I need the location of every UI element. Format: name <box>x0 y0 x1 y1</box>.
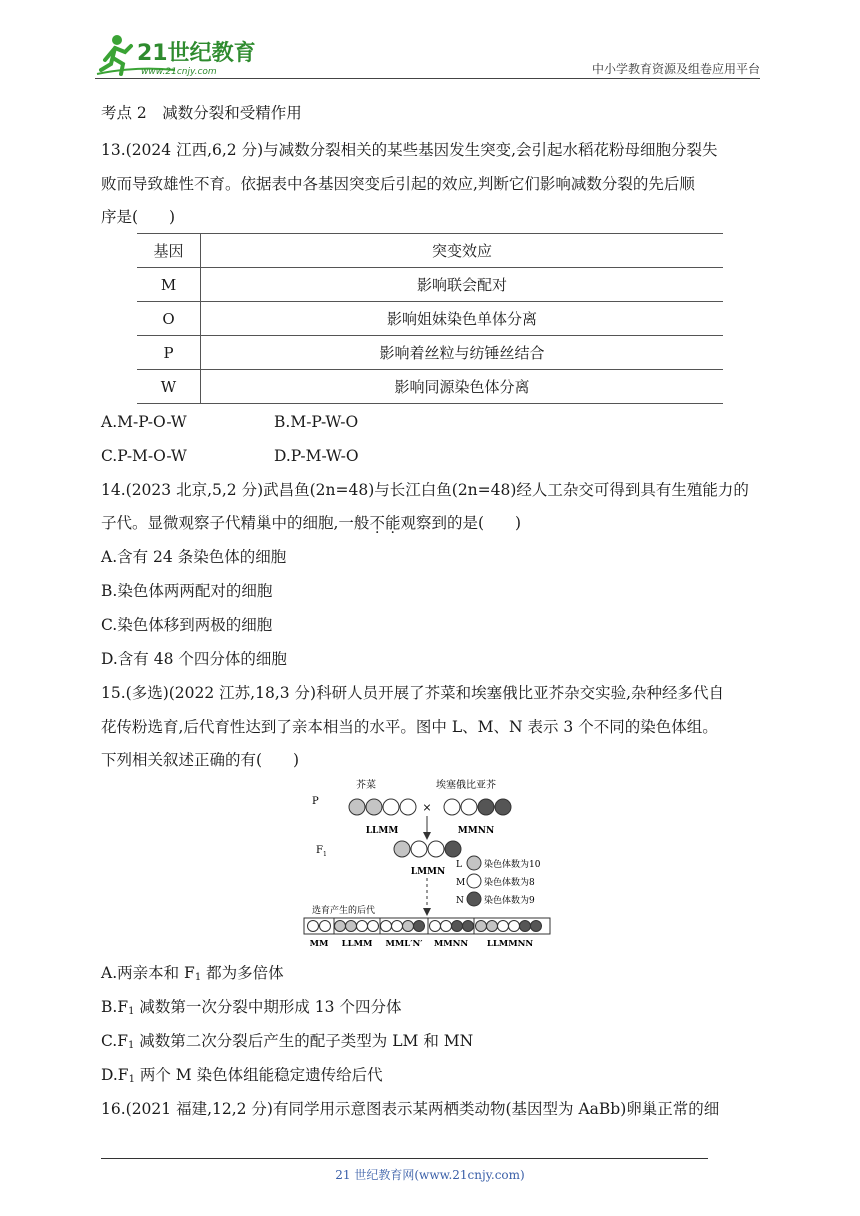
table-cell-gene: M <box>137 268 201 302</box>
q15-option-a: A.两亲本和 $F_1$ 都为多倍体 <box>101 964 284 983</box>
q15-line2: 花传粉选育,后代育性达到了亲本相当的水平。图中 L、M、N 表示 3 个不同的染色体组。 <box>101 718 718 736</box>
q14-line1: 14.(2023 北京,5,2 分)武昌鱼(2n=48)与长江白鱼(2n=48)经人工杂交可得到具有生殖能力的 <box>101 481 749 499</box>
table-cell-gene: O <box>137 302 201 336</box>
q14-option-a: A.含有 24 条染色体的细胞 <box>101 548 287 566</box>
q13-line1: 13.(2024 江西,6,2 分)与减数分裂相关的某些基因发生突变,会引起水稻花粉母细胞分裂失 <box>101 141 718 159</box>
parent1-circles <box>349 799 416 815</box>
table-cell-gene: W <box>137 370 201 404</box>
legend-text-m: 染色体数为8 <box>484 878 535 888</box>
q13-option-a: A.M-P-O-W <box>101 413 187 431</box>
table-header-gene: 基因 <box>137 234 201 268</box>
table-cell-effect: 影响同源染色体分离 <box>201 370 724 404</box>
table-row <box>137 302 723 336</box>
q14-option-d: D.含有 48 个四分体的细胞 <box>101 650 287 668</box>
offspring-genome-1: MM <box>309 939 329 949</box>
q13-line3: 序是( ) <box>101 208 176 226</box>
site-name: 中小学教育资源及组卷应用平台 <box>591 62 760 76</box>
offspring-boxes <box>304 918 550 934</box>
q14-emphasis-bu: 不 <box>369 514 385 532</box>
page-footer: 21 世纪教育网(www.21cnjy.com) <box>335 1168 525 1182</box>
parent2-genome: MMNN <box>457 826 495 836</box>
legend <box>456 856 541 906</box>
q15-option-b: $B.F_1$ 减数第一次分裂中期形成 13 个四分体 <box>101 998 402 1017</box>
offspring-label: 选育产生的后代 <box>312 906 376 916</box>
q14-emphasis-neng: 能 <box>384 514 401 532</box>
q14-line2 <box>101 512 521 534</box>
svg-text:21世纪教育: 21世纪教育 <box>137 41 256 66</box>
parent2-name: 埃塞俄比亚芥 <box>436 780 496 791</box>
q13-line2: 败而导致雄性不育。依据表中各基因突变后引起的效应,判断它们影响减数分裂的先后顺 <box>101 175 695 193</box>
parent1-genome: LLMM <box>365 826 399 836</box>
table-cell-effect: 影响姐妹染色单体分离 <box>201 302 724 336</box>
legend-key-l: L <box>456 860 462 870</box>
offspring-genome-2: LLMM <box>341 939 373 949</box>
chromosome-cross-diagram <box>300 770 560 954</box>
parent1-name: 芥菜 <box>356 780 376 791</box>
offspring-genome-4: MMNN <box>433 939 469 949</box>
page-header <box>95 30 760 80</box>
footer-divider <box>101 1158 708 1159</box>
f1-label: $F_1$ <box>316 845 327 858</box>
table-row <box>137 336 723 370</box>
gene-table <box>137 233 723 404</box>
q14-line2-b: 观察到的是( ) <box>400 514 522 532</box>
legend-key-m: M <box>456 878 466 888</box>
q14-option-c: C.染色体移到两极的细胞 <box>101 616 273 634</box>
q14-line2-a: 子代。显微观察子代精巢中的细胞,一般 <box>101 514 370 532</box>
q15-option-d: $D.F_1$ 两个 M 染色体组能稳定遗传给后代 <box>101 1066 383 1085</box>
table-header-effect: 突变效应 <box>201 234 724 268</box>
svg-text:www.21cnjy.com: www.21cnjy.com <box>141 67 217 77</box>
q15-option-c: $C.F_1$ 减数第二次分裂后产生的配子类型为 LM 和 MN <box>101 1032 474 1051</box>
table-cell-effect: 影响着丝粒与纺锤丝结合 <box>201 336 724 370</box>
table-row <box>137 268 723 302</box>
selection-arrowhead <box>423 908 431 916</box>
cross-arrow <box>423 816 431 840</box>
q16-line1: 16.(2021 福建,12,2 分)有同学用示意图表示某两栖类动物(基因型为 AaBb)卵巢正常的细 <box>101 1100 720 1118</box>
table-cell-gene: P <box>137 336 201 370</box>
legend-text-n: 染色体数为9 <box>484 896 535 906</box>
q13-option-d: D.P-M-W-O <box>274 447 359 465</box>
q13-option-b: B.M-P-W-O <box>274 413 359 431</box>
legend-text-l: 染色体数为10 <box>484 860 541 870</box>
section-title: 考点 2 减数分裂和受精作用 <box>101 104 302 122</box>
parent2-circles <box>444 799 511 815</box>
cross-symbol: × <box>422 801 432 814</box>
f1-circles <box>394 841 461 857</box>
legend-key-n: N <box>456 896 464 906</box>
offspring-genome-3: MML′N′ <box>385 939 423 949</box>
q15-line3: 下列相关叙述正确的有( ) <box>101 751 300 769</box>
offspring-genome-5: LLMMNN <box>486 939 534 949</box>
q14-option-b: B.染色体两两配对的细胞 <box>101 582 273 600</box>
table-cell-effect: 影响联会配对 <box>201 268 724 302</box>
q15-line1: 15.(多选)(2022 江苏,18,3 分)科研人员开展了芥菜和埃塞俄比亚芥杂交实验,杂种经多代自 <box>101 684 725 702</box>
site-logo <box>95 30 265 78</box>
q13-option-c: C.P-M-O-W <box>101 447 187 465</box>
p-generation-label: P <box>312 796 319 807</box>
f1-genome: LMMN <box>410 867 446 877</box>
header-divider <box>95 78 760 79</box>
table-row <box>137 370 723 404</box>
table-header-row <box>137 234 723 268</box>
